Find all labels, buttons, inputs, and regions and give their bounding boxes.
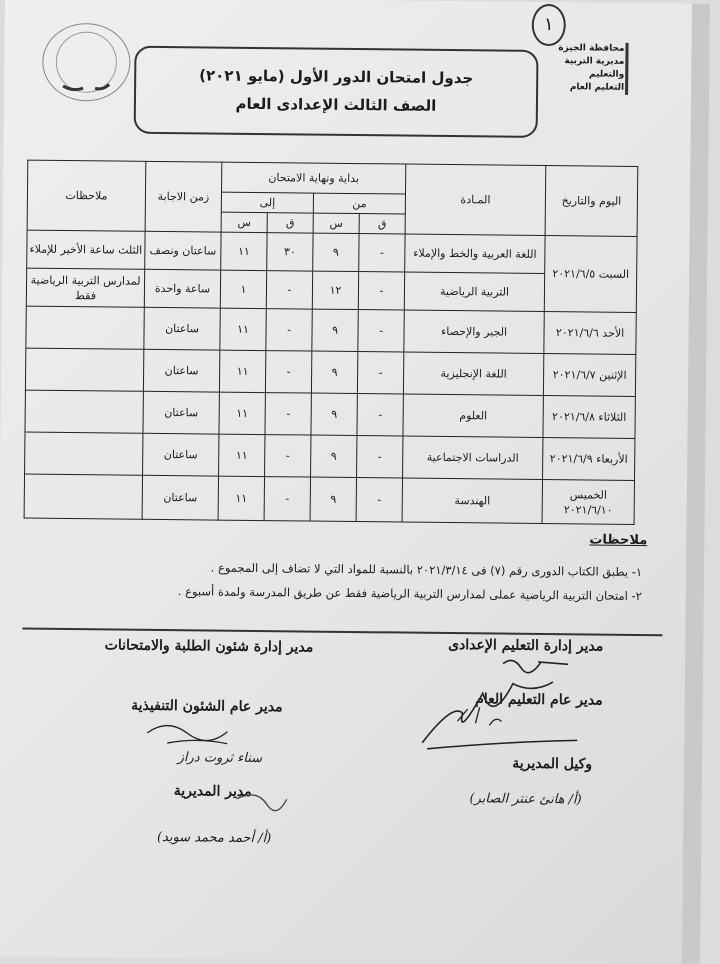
header-from: من <box>313 193 405 214</box>
duration-cell: ساعتان <box>143 391 219 434</box>
subject-cell: التربية الرياضية <box>404 272 544 311</box>
day-cell: الأحد ٢٠٢١/٦/٦ <box>544 311 636 354</box>
signature-title-left-2: مدير عام الشئون التنفيذية <box>131 697 283 716</box>
signature-title-right-3: وكيل المديرية <box>512 755 593 773</box>
from-q-cell: - <box>357 394 403 436</box>
to-s-cell: ١١ <box>219 392 265 434</box>
header-notes: ملاحظات <box>27 160 146 231</box>
from-s-cell: ٩ <box>312 309 358 351</box>
to-s-cell: ١١ <box>221 232 267 270</box>
day-cell: الثلاثاء ٢٠٢١/٦/٨ <box>543 395 635 438</box>
notes-cell: لمدارس التربية الرياضية فقط <box>26 268 144 307</box>
subject-cell: اللغة الإنجليزية <box>403 352 543 395</box>
signature-name-right-3: (أ/ هانئ عنتر الصابر) <box>469 791 582 808</box>
header-duration: زمن الاجابة <box>145 161 222 232</box>
header-to: إلى <box>221 192 313 213</box>
subject-cell: اللغة العربية والخط والإملاء <box>405 234 545 273</box>
subject-cell: العلوم <box>403 394 543 437</box>
signature-title-right-1: مدير إدارة التعليم الإعدادى <box>448 637 604 655</box>
notes-cell: الثلث ساعة الأخير للإملاء <box>27 230 145 269</box>
to-s-cell: ١١ <box>220 308 266 350</box>
to-s-cell: ١١ <box>219 434 265 476</box>
to-q-cell: - <box>265 435 311 477</box>
from-q-cell: - <box>358 272 404 310</box>
subject-cell: الهندسة <box>402 478 542 523</box>
from-s-cell: ١٢ <box>312 271 358 309</box>
duration-cell: ساعة واحدة <box>144 269 220 308</box>
header-time-range: بداية ونهاية الامتحان <box>222 162 406 194</box>
page-number: ١ <box>532 4 566 46</box>
header-to-q: ق <box>267 213 313 233</box>
subject-cell: الدراسات الاجتماعية <box>403 436 543 479</box>
from-q-cell: - <box>356 478 402 522</box>
header-from-s: س <box>313 213 359 233</box>
from-q-cell: - <box>358 310 404 352</box>
to-q-cell: - <box>265 393 311 435</box>
day-cell: الأربعاء ٢٠٢١/٦/٩ <box>543 437 635 480</box>
from-s-cell: ٩ <box>310 477 356 521</box>
duration-cell: ساعتان <box>144 307 220 350</box>
title-line-1: جدول امتحان الدور الأول (مايو ٢٠٢١) <box>199 66 474 88</box>
day-cell: الإثنين ٢٠٢١/٦/٧ <box>543 353 635 396</box>
to-q-cell: ٣٠ <box>267 233 313 271</box>
to-q-cell: - <box>266 271 312 309</box>
logo-line-2: مديرية التربية والتعليم <box>564 56 625 80</box>
header-subject: المـادة <box>405 164 546 235</box>
signature-title-left-3: مدير المديرية <box>173 783 252 800</box>
signature-name-left-2: سناء ثروت دراز <box>177 750 263 767</box>
from-q-cell: - <box>359 234 405 272</box>
logo-line-1: محافظة الجيزة <box>558 43 625 54</box>
duration-cell: ساعتان <box>142 475 218 520</box>
duration-cell: ساعتان ونصف <box>145 231 221 270</box>
duration-cell: ساعتان <box>143 433 219 476</box>
header-day-date: اليوم والتاريخ <box>545 166 638 237</box>
signature-title-left-1: مدير إدارة شئون الطلبة والامتحانات <box>104 637 314 656</box>
subject-cell: الجبر والإحصاء <box>404 310 544 353</box>
note-item-1: ١- يطبق الكتاب الدورى رقم (٧) فى ٢٠٢١/٣/١٤ بالنسبة للمواد التي لا تضاف إلى المجموع . <box>210 560 643 580</box>
day-cell: الخميس ٢٠٢١/٦/١٠ <box>542 479 634 524</box>
from-q-cell: - <box>357 352 403 394</box>
to-s-cell: ١١ <box>218 476 265 520</box>
header-from-q: ق <box>359 214 405 234</box>
to-q-cell: - <box>264 477 310 521</box>
from-s-cell: ٩ <box>311 435 357 477</box>
duration-cell: ساعتان <box>143 349 219 392</box>
to-s-cell: ١ <box>220 270 266 308</box>
to-s-cell: ١١ <box>219 350 265 392</box>
notes-heading: ملاحظات <box>589 532 648 549</box>
from-q-cell: - <box>357 436 403 478</box>
header-to-s: س <box>221 212 267 232</box>
from-s-cell: ٩ <box>313 233 359 271</box>
signature-name-left-3: (أ/ أحمد محمد سويد) <box>156 829 272 847</box>
from-s-cell: ٩ <box>311 351 357 393</box>
to-q-cell: - <box>266 309 312 351</box>
logo-line-3: التعليم العام <box>569 82 625 93</box>
signature-title-right-2: مدير عام التعليم العام <box>475 691 603 709</box>
title-line-2: الصف الثالث الإعدادى العام <box>235 94 437 115</box>
note-item-2: ٢- امتحان التربية الرياضية عملى لمدارس التربية الرياضية فقط عن طريق المدرسة ولمدة أسبوع . <box>177 584 642 604</box>
day-cell: السبت ٢٠٢١/٦/٥ <box>544 236 637 313</box>
to-q-cell: - <box>265 351 311 393</box>
from-s-cell: ٩ <box>311 393 357 435</box>
